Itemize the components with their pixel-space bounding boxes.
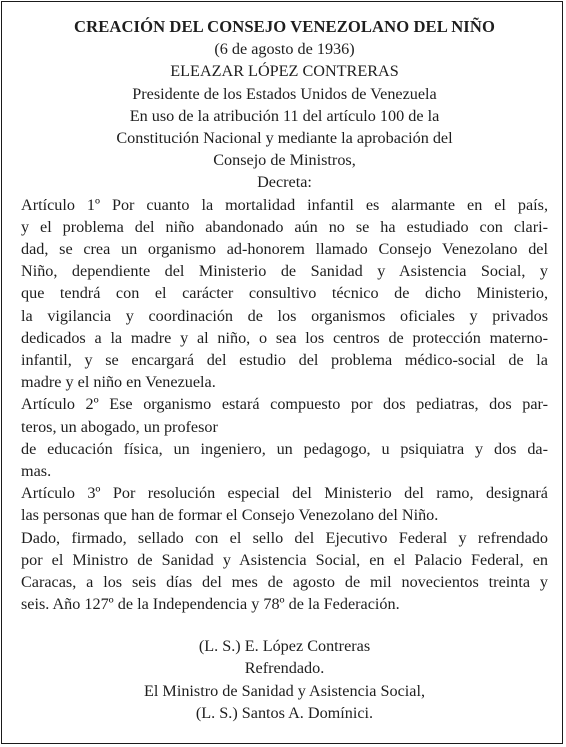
preamble-line: Presidente de los Estados Unidos de Venezuela <box>132 84 437 103</box>
body-line: Artículo 1º Por cuanto la mortalidad infantil es alarmante en el país, <box>21 195 548 214</box>
body-line: por el Ministro de Sanidad y Asistencia Social, en el Palacio Federal, en <box>21 550 548 569</box>
preamble-line: Constitución Nacional y mediante la aprobación del <box>116 129 453 148</box>
preamble-line: Consejo de Ministros, <box>213 151 356 170</box>
signature-line: (L. S.) Santos A. Domínici. <box>195 703 374 722</box>
body-line: Artículo 2º Ese organismo estará compuesto por dos pediatras, dos par- <box>21 395 548 414</box>
preamble-line: En uso de la atribución 11 del artículo 100 de la <box>129 106 440 125</box>
decreta-heading: Decreta: <box>257 173 312 192</box>
signature-line: El Ministro de Sanidad y Asistencia Social, <box>144 681 425 700</box>
spacer <box>21 615 548 635</box>
document-header <box>21 16 548 194</box>
body-line: la vigilancia y coordinación de los organismos oficiales y privados <box>21 306 548 325</box>
body-line: Niño, dependiente del Ministerio de Sanidad y Asistencia Social, y <box>21 262 548 281</box>
body-line: las personas que han de formar el Consejo Venezolano del Niño. <box>21 506 439 525</box>
body-line: Dado, firmado, sellado con el sello del Ejecutivo Federal y refrendado <box>21 528 548 547</box>
body-line: de educación física, un ingeniero, un pedagogo, u psiquiatra y dos da- <box>21 439 548 458</box>
signature-line: (L. S.) E. López Contreras <box>198 637 371 656</box>
body-line: dad, se crea un organismo ad-honorem llamado Consejo Venezolano del <box>21 240 548 258</box>
body-line: mas. <box>21 461 52 480</box>
body-line: dedicados a la madre y al niño, o sea los centros de protección materno- <box>21 328 548 347</box>
signature-line: Refrendado. <box>244 659 325 678</box>
body-line: infantil, y se encargará del estudio del problema médico-social de la <box>21 350 548 369</box>
decree-document <box>21 16 548 724</box>
body-line: que tendrá con el carácter consultivo técnico de dicho Ministerio, <box>21 284 548 303</box>
body-line: teros, un abogado, un profesor <box>21 417 218 436</box>
document-author: ELEAZAR LÓPEZ CONTRERAS <box>170 62 399 81</box>
document-date: (6 de agosto de 1936) <box>214 40 355 59</box>
document-title: CREACIÓN DEL CONSEJO VENEZOLANO DEL NIÑO <box>74 17 495 36</box>
body-line: Artículo 3º Por resolución especial del Ministerio del ramo, designará <box>21 484 548 503</box>
body-line: seis. Año 127º de la Independencia y 78º de la Federación. <box>21 595 400 614</box>
signature-block <box>21 635 548 724</box>
body-line: Caracas, a los seis días del mes de agosto de mil novecientos treinta y <box>21 572 548 591</box>
body-line: y el problema del niño abandonado aún no se ha estudiado con clari- <box>21 217 548 236</box>
decree-body <box>21 194 548 616</box>
document-frame <box>1 1 563 744</box>
body-line: madre y el niño en Venezuela. <box>21 373 216 392</box>
